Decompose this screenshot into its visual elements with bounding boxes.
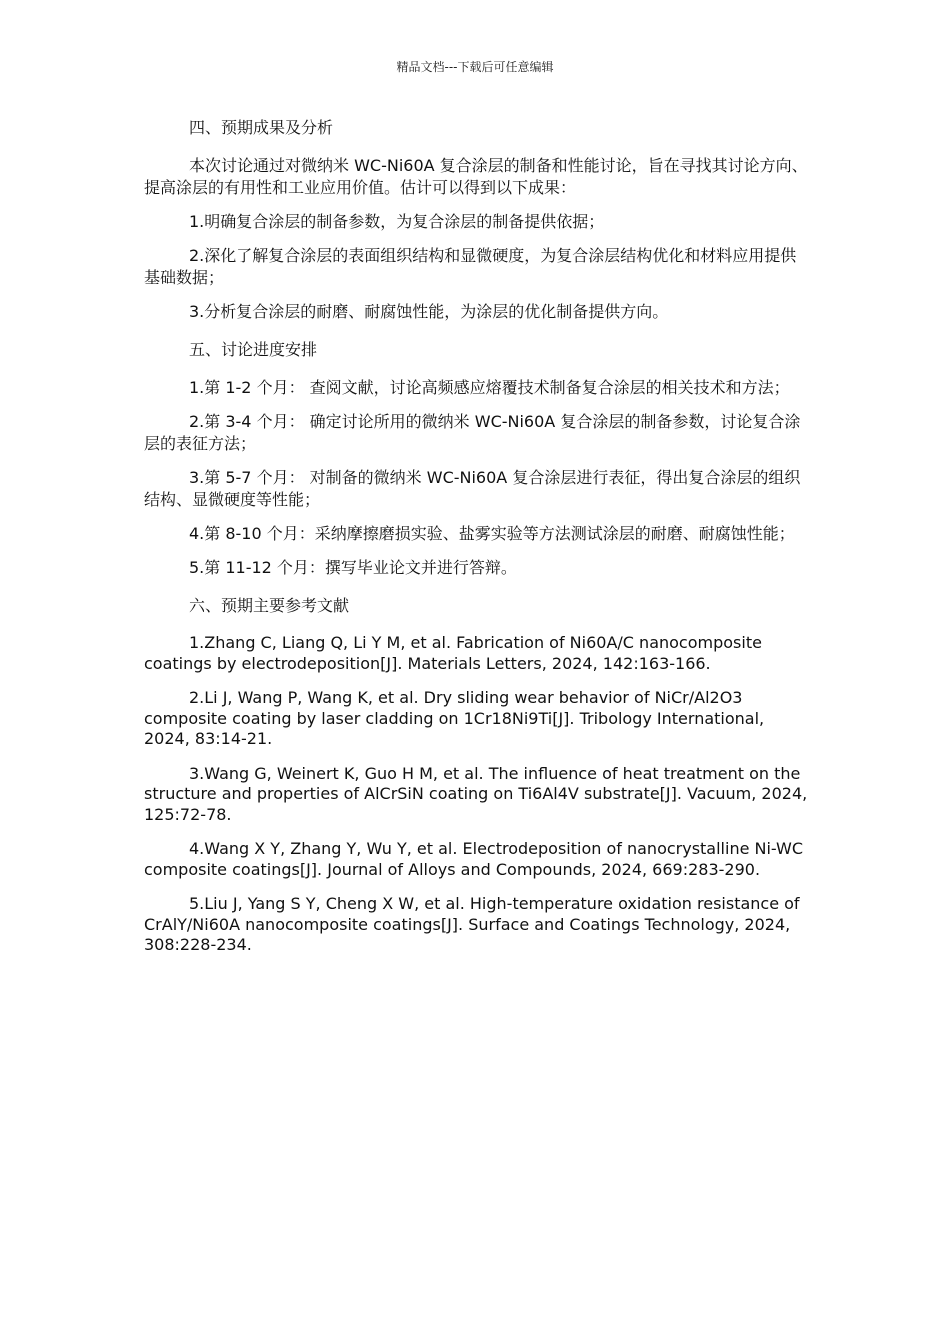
reference-item: 5.Liu J, Yang S Y, Cheng X W, et al. High-temperature oxidation resistance of CrAlY/Ni60A nanocomposite coatings[J]. Surface and Coatings Technology, 2024, 308:228-234.: [144, 894, 800, 954]
reference-item: 4.Wang X Y, Zhang Y, Wu Y, et al. Electrodeposition of nanocrystalline Ni-WC composite coatings[J]. Journal of Alloys and Compounds, 2024, 669:283-290.: [144, 839, 804, 879]
expected-result-item: 3.分析复合涂层的耐磨、耐腐蚀性能，为涂层的优化制备提供方向。: [189, 302, 669, 321]
reference-item: 2.Li J, Wang P, Wang K, et al. Dry sliding wear behavior of NiCr/Al2O3 composite coating by laser cladding on 1Cr18Ni9Ti[J]. Tribology International, 2024, 83:14-21.: [144, 688, 765, 748]
schedule-item: 5.第 11-12 个月：撰写毕业论文并进行答辩。: [189, 558, 517, 577]
section-heading-schedule: 五、讨论进度安排: [189, 340, 318, 359]
schedule-item: 2.第 3-4 个月： 确定讨论所用的微纳米 WC-Ni60A 复合涂层的制备参数，讨论复合涂层的表征方法；: [144, 412, 801, 453]
expected-result-item: 2.深化了解复合涂层的表面组织结构和显微硬度，为复合涂层结构优化和材料应用提供基础数据；: [144, 246, 797, 287]
section-heading-expected-results: 四、预期成果及分析: [189, 118, 334, 137]
expected-result-item: 1.明确复合涂层的制备参数，为复合涂层的制备提供依据；: [189, 212, 605, 231]
document-body: [144, 117, 808, 970]
reference-list: [144, 633, 808, 956]
schedule-item: 3.第 5-7 个月： 对制备的微纳米 WC-Ni60A 复合涂层进行表征，得出复合涂层的组织结构、显微硬度等性能；: [144, 468, 801, 509]
reference-item: 3.Wang G, Weinert K, Guo H M, et al. The influence of heat treatment on the structure and properties of AlCrSiN coating on Ti6Al4V substrate[J]. Vacuum, 2024, 125:72-78.: [144, 763, 808, 824]
page-header: 精品文档---下载后可任意编辑: [396, 60, 554, 74]
reference-item: 1.Zhang C, Liang Q, Li Y M, et al. Fabrication of Ni60A/C nanocomposite coatings by electrodeposition[J]. Materials Letters, 2024, 142:163-166.: [144, 633, 762, 673]
schedule-item: 4.第 8-10 个月：采纳摩擦磨损实验、盐雾实验等方法测试涂层的耐磨、耐腐蚀性能；: [189, 524, 795, 543]
schedule-item: 1.第 1-2 个月： 查阅文献，讨论高频感应熔覆技术制备复合涂层的相关技术和方法；: [189, 378, 790, 397]
section-heading-references: 六、预期主要参考文献: [189, 596, 350, 615]
expected-results-intro: 本次讨论通过对微纳米 WC-Ni60A 复合涂层的制备和性能讨论，旨在寻找其讨论方向、提高涂层的有用性和工业应用价值。估计可以得到以下成果：: [144, 156, 808, 197]
